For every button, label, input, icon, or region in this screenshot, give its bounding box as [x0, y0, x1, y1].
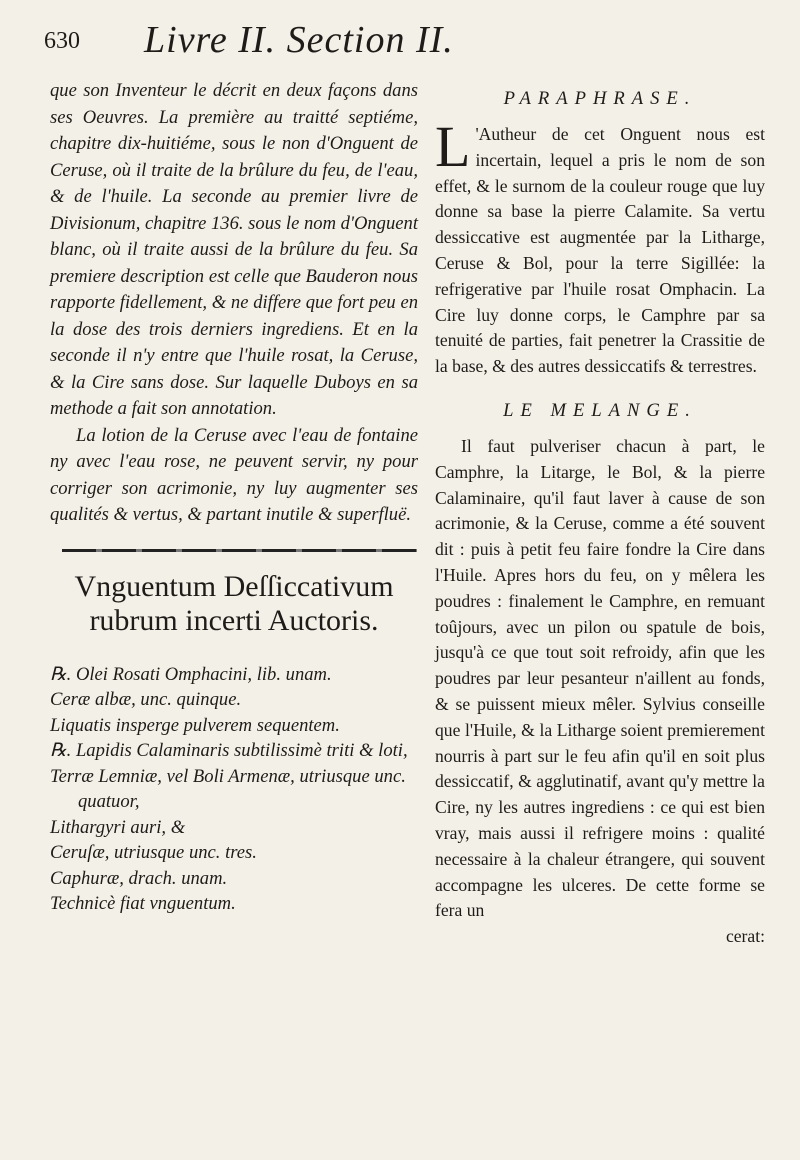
recipe-line: Liquatis insperge pulverem sequentem. [50, 714, 340, 736]
paraphrase-text: 'Autheur de cet Onguent nous est incertain, lequel a pris le nom de son effet, & le surnom de la couleur rouge que luy donne sa base la pierre Calamite. Sa vertu dessiccative est augmentée par la Litharge, Ceruse & Bol, pour la terre Sigillée: la refrigerative par l'huile rosat Omphacin. La Cire luy donne corps, le Camphre par sa tenuité de parties, fait penetrer la Crassitie de la base, & des autres dessiccatifs & terrestres. [435, 124, 765, 377]
page-number: 630 [44, 28, 80, 54]
left-column [50, 78, 418, 917]
drop-cap: L [435, 114, 471, 179]
recipe-line: ℞. Lapidis Calaminaris subtilissimè triti & loti, [50, 740, 408, 761]
paraphrase-paragraph [435, 114, 765, 380]
recipe-line: ℞. Olei Rosati Omphacini, lib. unam. [50, 663, 332, 685]
left-paragraph-1: que son Inventeur le décrit en deux façons dans ses Oeuvres. La première au traitté septiéme, chapitre dix-huitiéme, sous le non d'Onguent de Ceruse, où il traite de la brûlure du feu, de l'eau, & de l'huile. La seconde au premier livre de Divisionum, chapitre 136. sous le nom d'Onguent blanc, où il traite aussi de la brûlure du feu. Sa premiere description est celle que Bauderon nous rapporte fidellement, & ne differe que fort peu en la dose des trois derniers ingrediens. Et en la seconde il n'y entre que l'huile rosat, la Ceruse, & la Cire sans dose. Sur laquelle Duboys en sa methode a fait son annotation. [50, 80, 418, 419]
latin-title: Vnguentum Deſſiccativum rubrum incerti Auctoris. [74, 569, 394, 637]
right-column [435, 78, 765, 947]
recipe-line: Caphuræ, drach. unam. [50, 867, 228, 889]
recipe-line: Ceruſæ, utriusque unc. tres. [50, 842, 257, 863]
catchword: cerat: [725, 926, 765, 947]
left-paragraph-2: La lotion de la Ceruse avec l'eau de fontaine ny avec l'eau rose, ne peuvent servir, ny pour corriger son acrimonie, ny luy augmenter ses qualités & vertus, & partant inutile & superfluë. [50, 424, 418, 525]
ornamental-rule [62, 549, 417, 552]
recipe-line: Technicè fiat vnguentum. [50, 893, 236, 914]
recipe-line: Lithargyri auri, & [50, 816, 186, 838]
recipe-line: Ceræ albæ, unc. quinque. [50, 689, 242, 710]
melange-paragraph: Il faut pulveriser chacun à part, le Camphre, la Litarge, le Bol, & la pierre Calaminaire, qu'il faut laver à cause de son acrimonie, & la Ceruse, comme a été souvent dit : puis à petit feu faire fondre la Cire dans l'Huile. Apres hors du feu, on y mêlera les poudres : finalement le Camphre, en remuant toûjours, avec un pilon ou spatule de bois, jusqu'à ce que tout soit refroidy, afin que les poudres par leur pesanteur n'aillent au fonds, & se puissent mieux mêler. Sylvius conseille que l'Huile, & la Litharge soient premierement nourris à part sur le feu afin qu'il en soit plus dessiccatif, & agglutinatif, avant qu'y mettre la Cire, ny les autres ingrediens : ce qui est bien vray, mais aussi il refrigere moins : qualité necessaire à la chaleur étrangere, qui souvent accompagne les ulceres. De cette forme se fera un [435, 435, 765, 921]
running-title: Livre II. Section II. [144, 19, 454, 61]
paraphrase-heading: PARAPHRASE. [503, 88, 697, 109]
melange-heading: LE MELANGE. [503, 399, 697, 421]
recipe-line: Terræ Lemniæ, vel Boli Armenæ, utriusque unc. quatuor, [50, 765, 406, 812]
page-header [44, 18, 764, 66]
recipe-list [50, 662, 418, 917]
